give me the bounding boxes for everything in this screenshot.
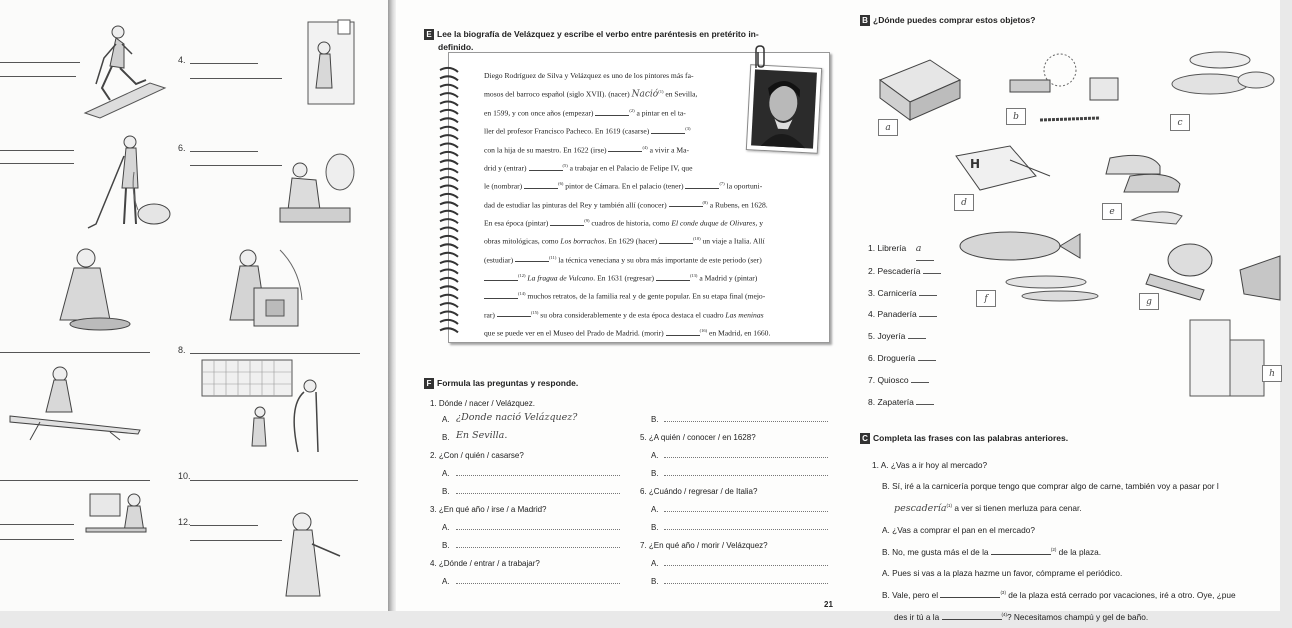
bio-line: a vivir a Ma- <box>649 145 690 155</box>
list-item: 4. Panadería <box>868 304 941 326</box>
blank-field[interactable] <box>550 218 584 226</box>
spiral-ring <box>440 118 458 122</box>
dialogue-line: A. ¿Vas a comprar el pan en el mercado? <box>882 524 1035 535</box>
bio-line: que se puede ver en el Museo del Prado de Madrid. (morir) <box>484 328 664 338</box>
blank-field[interactable] <box>608 144 642 152</box>
spiral-ring <box>440 68 458 72</box>
dialogue-line: de la plaza está cerrado por vacaciones, iré a otro. Oye, ¿pue <box>1008 589 1236 600</box>
footnote-mark: (15) <box>530 309 539 315</box>
spiral-ring <box>440 169 458 173</box>
dialogue-line: B. No, me gusta más el de la <box>882 546 989 557</box>
dialogue-line: a ver si tienen merluza para cenar. <box>954 502 1082 513</box>
answer-line <box>0 480 150 481</box>
answer-line <box>0 163 74 164</box>
answer-line <box>190 78 282 79</box>
answer-b-label: B. <box>442 541 450 550</box>
bread-icon <box>1172 52 1274 94</box>
answer-line <box>190 165 282 166</box>
spiral-ring <box>440 295 458 299</box>
spiral-ring <box>440 278 458 282</box>
label-box-a: a <box>878 119 898 136</box>
answer-line <box>0 524 74 525</box>
answer-line <box>190 525 258 526</box>
label-box-c: c <box>1170 114 1190 131</box>
runner-illustration <box>80 18 170 118</box>
bio-line: dad de estudiar las pinturas del Rey y también allí (conocer) <box>484 200 667 210</box>
blank-field[interactable] <box>940 590 1000 598</box>
painting-title: Las meninas <box>725 310 764 320</box>
item-number: 10. <box>178 471 191 481</box>
spiral-ring <box>440 312 458 316</box>
list-item: 7. Quiosco <box>868 370 941 392</box>
spiral-ring <box>440 144 458 148</box>
page-number: 21 <box>824 600 833 609</box>
left-page <box>0 0 388 611</box>
blank-field[interactable] <box>669 199 703 207</box>
blank-field[interactable] <box>923 273 941 274</box>
bio-line: le (nombrar) <box>484 181 523 191</box>
dialogue-line: B. Sí, iré a la carnicería porque tengo que comprar algo de carne, también voy a pasar por l <box>882 480 1219 491</box>
bio-line: (estudiar) <box>484 255 514 265</box>
blank-field[interactable] <box>685 181 719 189</box>
footnote-mark: (13) <box>689 273 698 279</box>
bio-line: la técnica veneciana y su obra más importante de este periodo (ser) <box>558 255 762 265</box>
blank-field[interactable] <box>908 338 926 339</box>
answer-a-label: A. <box>442 577 450 586</box>
answer-line[interactable] <box>456 583 620 584</box>
item-number: 6. <box>178 143 186 153</box>
answer-a-label: A. <box>442 469 450 478</box>
blank-field[interactable] <box>942 612 1002 620</box>
answer-line[interactable] <box>664 457 828 458</box>
spiral-ring <box>440 93 458 97</box>
answer-line <box>190 540 282 541</box>
footnote-mark: (4) <box>642 144 648 150</box>
blank-field[interactable] <box>595 108 629 116</box>
spiral-ring <box>440 303 458 307</box>
answer-line[interactable] <box>456 547 620 548</box>
answer-a-label: A. <box>651 505 659 514</box>
bio-line: a pintar en el ta- <box>636 108 686 118</box>
blank-field[interactable] <box>919 316 937 317</box>
spiral-ring <box>440 270 458 274</box>
section-badge: C <box>860 433 870 444</box>
list-item: 2. Pescadería <box>868 261 941 283</box>
bio-line: obras mitológicas, como <box>484 236 559 246</box>
answer-b-label: B. <box>651 523 659 532</box>
painting-title: Los borrachos <box>560 236 605 246</box>
bio-line: un viaje a Italia. Allí <box>702 236 765 246</box>
list-item: 6. Droguería <box>868 348 941 370</box>
right-page <box>396 0 1280 623</box>
spiral-ring <box>440 244 458 248</box>
spiral-ring <box>440 152 458 156</box>
dialogue-line: des ir tú a la <box>894 612 940 623</box>
spiral-ring <box>440 328 458 332</box>
blank-field[interactable] <box>918 360 936 361</box>
bio-line: pintor de Cámara. En el palacio (tener) <box>565 181 684 191</box>
answer-a-label: A. <box>442 523 450 532</box>
answer-line[interactable] <box>664 583 828 584</box>
dialogue-line: B. Vale, pero el <box>882 589 939 600</box>
question-1: 1. Dónde / nacer / Velázquez. <box>430 399 535 408</box>
desk-illustration <box>86 488 166 558</box>
svg-text:H: H <box>970 157 981 171</box>
blank-field[interactable] <box>529 163 563 171</box>
blank-field[interactable] <box>656 273 690 281</box>
answer-line[interactable] <box>664 421 828 422</box>
spiral-ring <box>440 160 458 164</box>
section-e-instruction: Lee la biografía de Velázquez y escribe el verbo entre paréntesis en pretérito in- <box>437 29 759 39</box>
bio-line: . En 1629 (hacer) <box>604 236 658 246</box>
spiral-ring <box>440 202 458 206</box>
bio-line: En esa época (pintar) <box>484 218 549 228</box>
jewelry-icon <box>1010 54 1118 120</box>
bio-line: Diego Rodríguez de Silva y Velázquez es uno de los pintores más fa- <box>484 71 694 80</box>
blank-field[interactable] <box>484 291 518 299</box>
list-item: 8. Zapatería <box>868 392 941 414</box>
label-box-d: d <box>954 194 974 211</box>
footnote-mark: (1) <box>946 503 953 509</box>
woman-gesturing-illustration <box>280 500 360 600</box>
spiral-ring <box>440 76 458 80</box>
spiral-ring <box>440 102 458 106</box>
blank-field[interactable] <box>666 328 700 336</box>
book-gutter <box>388 0 396 611</box>
section-b-title: ¿Dónde puedes comprar estos objetos? <box>873 15 1036 25</box>
spiral-ring <box>440 320 458 324</box>
dialogue-line: 1. A. ¿Vas a ir hoy al mercado? <box>872 460 988 470</box>
velazquez-portrait <box>746 64 822 154</box>
label-box-g: g <box>1139 293 1159 310</box>
footnote-mark: (9) <box>584 218 590 224</box>
bio-line: . En 1631 (regresar) <box>593 273 655 283</box>
answer-line <box>190 151 258 152</box>
notebook-spiral <box>436 66 460 336</box>
answer-line[interactable] <box>664 475 828 476</box>
painting-title: El conde duque de Olivares <box>671 218 756 228</box>
bio-line: , y <box>755 218 763 228</box>
vacuum-illustration <box>86 132 176 232</box>
answer-line[interactable] <box>664 529 828 530</box>
bio-line: la oportuni- <box>726 181 763 191</box>
handwritten-answer: En Sevilla. <box>456 430 508 441</box>
spiral-ring <box>440 194 458 198</box>
spiral-ring <box>440 85 458 89</box>
bio-line: rar) <box>484 310 495 320</box>
section-e-header <box>424 28 759 40</box>
blank-field[interactable] <box>911 382 929 383</box>
fridge-woman-illustration <box>300 18 360 108</box>
answer-b-label: B. <box>651 469 659 478</box>
dialogue-line: de la plaza. <box>1058 546 1102 557</box>
section-c-title: Completa las frases con las palabras anteriores. <box>873 433 1069 443</box>
answer-line <box>190 480 358 481</box>
spiral-ring <box>440 219 458 223</box>
answer-line[interactable] <box>456 529 620 530</box>
answer-a-label: A. <box>651 451 659 460</box>
question-2: 2. ¿Con / quién / casarse? <box>430 451 524 460</box>
bio-line: drid y (entrar) <box>484 163 527 173</box>
bio-line: cuadros de historia, como <box>591 218 670 228</box>
answer-line[interactable] <box>664 511 828 512</box>
question-4: 4. ¿Dónde / entrar / a trabajar? <box>430 559 540 568</box>
answer-line <box>0 76 76 77</box>
bio-line: a Madrid y (pintar) <box>699 273 758 283</box>
bio-line: en Sevilla, <box>665 89 698 99</box>
footnote-mark: (10) <box>693 236 701 242</box>
window-family-illustration <box>198 356 348 456</box>
ironing-board-illustration <box>10 360 150 440</box>
dialogue-line: ? Necesitamos champú y gel de baño. <box>1007 612 1149 623</box>
footnote-mark: (3) <box>1000 590 1006 596</box>
spiral-ring <box>440 177 458 181</box>
bio-line: en 1599, y con once años (empezar) <box>484 108 594 118</box>
list-item: 3. Carnicería <box>868 283 941 305</box>
item-number: 8. <box>178 345 186 355</box>
blank-field[interactable] <box>484 273 518 281</box>
label-box-h: h <box>1262 365 1282 382</box>
bio-line: mosos del barroco español (siglo XVII). (nacer) <box>484 89 630 99</box>
spiral-ring <box>440 211 458 215</box>
section-f-header <box>424 377 578 389</box>
bio-line: con la hija de su maestro. En 1622 (irse) <box>484 145 607 155</box>
answer-a-label: A. <box>442 415 450 424</box>
answer-b-label: B. <box>442 487 450 496</box>
meat-icon <box>1146 244 1280 300</box>
section-badge: F <box>424 378 434 389</box>
item-number: 4. <box>178 55 186 65</box>
dialogue-line: A. Pues si vas a la plaza hazme un favor, cómprame el periódico. <box>882 567 1123 578</box>
bio-line: a Rubens, en 1628. <box>709 200 768 210</box>
ironing-illustration <box>40 240 140 340</box>
label-box-f: f <box>976 290 996 307</box>
spiral-ring <box>440 236 458 240</box>
dialogue-text <box>872 455 1292 628</box>
spiral-ring <box>440 253 458 257</box>
footnote-mark: (1) <box>658 88 664 94</box>
handwritten-answer: a <box>916 238 934 261</box>
section-badge: B <box>860 15 870 26</box>
section-e-instruction-cont: definido. <box>438 42 474 52</box>
computer-woman-illustration <box>210 240 320 340</box>
section-b-header <box>860 14 1035 26</box>
spiral-ring <box>440 286 458 290</box>
spiral-ring <box>440 228 458 232</box>
footnote-mark: (2) <box>629 108 635 114</box>
section-c-header <box>860 432 1068 444</box>
blank-field[interactable] <box>991 547 1051 555</box>
footnote-mark: (12) <box>518 273 526 279</box>
list-item: 1. Librería a <box>868 238 941 261</box>
spiral-ring <box>440 127 458 131</box>
answer-line[interactable] <box>456 493 620 494</box>
answer-line <box>190 63 258 64</box>
blank-field[interactable] <box>497 309 531 317</box>
answer-line <box>0 352 150 353</box>
bio-line: a trabajar en el Palacio de Felipe IV, que <box>569 163 693 173</box>
footnote-mark: (7) <box>719 181 725 187</box>
books-icon <box>880 60 960 120</box>
question-7: 7. ¿En qué año / morir / Velázquez? <box>640 541 768 550</box>
blank-field[interactable] <box>651 126 685 134</box>
item-number: 12. <box>178 517 191 527</box>
blank-field[interactable] <box>515 254 549 262</box>
bio-line: su obra considerablemente y de esta época destaca el cuadro <box>540 310 724 320</box>
answer-line[interactable] <box>664 565 828 566</box>
bio-line: ller del profesor Francisco Pacheco. En 1619 (casarse) <box>484 126 650 136</box>
spiral-ring <box>440 186 458 190</box>
spiral-ring <box>440 261 458 265</box>
answer-b-label: B. <box>651 415 659 424</box>
section-badge: E <box>424 29 434 40</box>
answer-line <box>0 62 80 63</box>
footnote-mark: (3) <box>685 126 691 132</box>
question-6: 6. ¿Cuándo / regresar / de Italia? <box>640 487 758 496</box>
answer-line[interactable] <box>456 475 620 476</box>
drugstore-icon <box>1190 320 1264 396</box>
answer-b-label: B. <box>442 433 450 442</box>
painting-title: La fragua de Vulcano <box>527 273 594 283</box>
label-box-b: b <box>1006 108 1026 125</box>
spiral-ring <box>440 135 458 139</box>
bio-line: muchos retratos, de la familia real y de gente popular. En su etapa final (mejo- <box>527 291 766 301</box>
paperclip-icon <box>750 44 768 70</box>
blank-field[interactable] <box>659 236 693 244</box>
handwritten-question: ¿Donde nació Velázquez? <box>456 412 578 423</box>
answer-a-label: A. <box>651 559 659 568</box>
footnote-mark: (2) <box>1050 547 1057 553</box>
bio-line: en Madrid, en 1660. <box>708 328 771 338</box>
question-5: 5. ¿A quién / conocer / en 1628? <box>640 433 756 442</box>
blank-field[interactable] <box>916 404 934 405</box>
footnote-mark: (11) <box>549 254 557 260</box>
spiral-ring <box>440 110 458 114</box>
answer-line <box>190 353 360 354</box>
magazine-icon <box>956 146 1050 190</box>
blank-field[interactable] <box>524 181 558 189</box>
list-item: 5. Joyería <box>868 326 941 348</box>
question-3: 3. ¿En qué año / irse / a Madrid? <box>430 505 547 514</box>
section-f-title: Formula las preguntas y responde. <box>437 378 579 388</box>
answer-b-label: B. <box>651 577 659 586</box>
answer-line <box>0 150 74 151</box>
label-box-e: e <box>1102 203 1122 220</box>
places-list <box>868 238 941 413</box>
answer-line <box>0 539 74 540</box>
cooking-illustration <box>270 150 360 230</box>
footnote-mark: (8) <box>702 199 708 205</box>
handwritten-answer: pescadería <box>894 502 947 514</box>
footnote-mark: (5) <box>562 163 568 169</box>
footnote-mark: (4) <box>1001 612 1008 618</box>
footnote-mark: (6) <box>558 181 564 187</box>
blank-field[interactable] <box>919 295 937 296</box>
footnote-mark: (16) <box>699 328 708 334</box>
handwritten-answer: Nació <box>631 89 659 100</box>
footnote-mark: (14) <box>518 291 526 297</box>
